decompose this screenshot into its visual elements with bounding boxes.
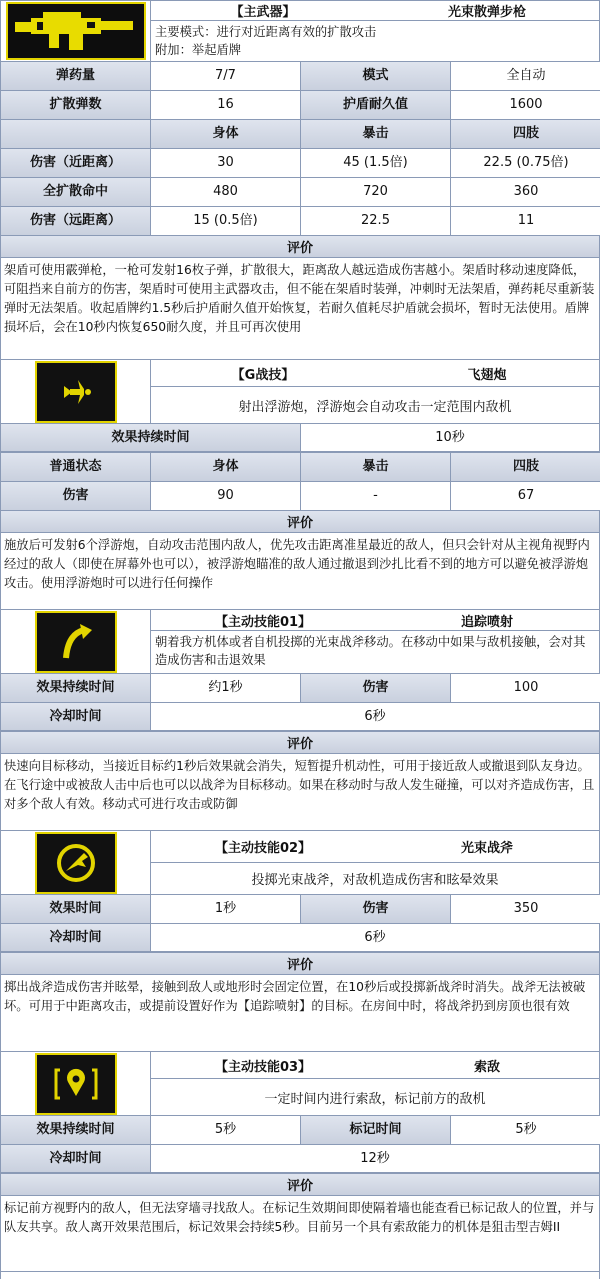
stat-value: 350 bbox=[451, 895, 600, 924]
g-skill-section bbox=[1, 360, 599, 610]
cooldown-label: 冷却时间 bbox=[1, 924, 151, 952]
stat-label: 伤害 bbox=[301, 895, 451, 924]
table-header-cell: 普通状态 bbox=[1, 453, 151, 482]
row-label: 伤害（近距离） bbox=[1, 149, 151, 178]
eval-text: 标记前方视野内的敌人，但无法穿墙寻找敌人。在标记生效期间即使隔着墙也能查看已标记敌人的位置，并与队友共享。敌人离开效果范围后，标记效果会持续5秒。目前另一个具有索敌能力的机体是狙击型吉姆II bbox=[1, 1196, 599, 1272]
stat-label: 伤害 bbox=[301, 674, 451, 703]
weapon-damage-table bbox=[1, 120, 599, 236]
stat-label: 模式 bbox=[301, 62, 451, 91]
table-cell: 67 bbox=[451, 482, 600, 511]
table-header-cell: 暴击 bbox=[301, 453, 451, 482]
table-cell: 15 (0.5倍) bbox=[151, 207, 301, 236]
skill-name: 飞翅炮 bbox=[467, 367, 507, 383]
cooldown-value: 6秒 bbox=[151, 924, 599, 952]
stat-value: 100 bbox=[451, 674, 600, 703]
eval-header: 评价 bbox=[1, 511, 599, 533]
eval-header: 评价 bbox=[1, 1174, 599, 1196]
duration-label: 效果持续时间 bbox=[1, 424, 301, 452]
eval-text: 施放后可发射6个浮游炮，自动攻击范围内敌人，优先攻击距离准星最近的敌人，但只会针对从主视角视野内经过的敌人（即使在屏幕外也可以），被浮游炮瞄准的敌人通过撤退到沙扎比看不到的地方可以避免被浮游炮攻击。使用浮游炮时可以进行任何操作 bbox=[1, 533, 599, 610]
table-cell: 22.5 (0.75倍) bbox=[451, 149, 600, 178]
table-cell: 30 bbox=[151, 149, 301, 178]
table-header-cell: 身体 bbox=[151, 120, 301, 149]
skill1-section bbox=[1, 610, 599, 831]
g-skill-damage-table bbox=[1, 453, 599, 511]
cooldown-label: 冷却时间 bbox=[1, 1145, 151, 1173]
table-header-cell bbox=[1, 120, 151, 149]
stat-value: 5秒 bbox=[451, 1116, 600, 1145]
skill-category: 【主动技能03】 bbox=[214, 1059, 312, 1075]
eval-text: 快速向目标移动，当接近目标约1秒后效果就会消失，短暂提升机动性，可用于接近敌人或撤退到队友身边。在飞行途中或被敌人击中后也可以以战斧为目标移动。如果在移动时与敌人发生碰撞，可以对齐造成伤害，且对多个敌人有效。移动式可进行攻击或防御 bbox=[1, 754, 599, 831]
stat-label: 护盾耐久值 bbox=[301, 91, 451, 120]
table-cell: 22.5 bbox=[301, 207, 451, 236]
table-header-cell: 四肢 bbox=[451, 120, 600, 149]
stat-label: 效果时间 bbox=[1, 895, 151, 924]
skill2-section bbox=[1, 831, 599, 1052]
row-label: 伤害（远距离） bbox=[1, 207, 151, 236]
table-header-cell: 身体 bbox=[151, 453, 301, 482]
stat-label: 标记时间 bbox=[301, 1116, 451, 1145]
skill-desc: 投掷光束战斧，对敌机造成伤害和眩晕效果 bbox=[251, 873, 499, 888]
row-label: 伤害 bbox=[1, 482, 151, 511]
weapon-main-mode: 主要模式：进行对近距离有效的扩散攻击 bbox=[155, 25, 377, 39]
skill-image bbox=[1, 831, 151, 894]
stat-value: 1600 bbox=[451, 91, 600, 120]
weapon-attach: 附加：举起盾牌 bbox=[155, 42, 242, 57]
eval-header: 评价 bbox=[1, 953, 599, 975]
table-cell: 45 (1.5倍) bbox=[301, 149, 451, 178]
row-label: 全扩散命中 bbox=[1, 178, 151, 207]
skill-image bbox=[1, 610, 151, 673]
skill3-section bbox=[1, 1052, 599, 1272]
skill-category: 【主动技能02】 bbox=[214, 841, 312, 856]
stat-value: 1秒 bbox=[151, 895, 301, 924]
weapon-name: 光束散弹步枪 bbox=[447, 5, 526, 20]
stat-label: 效果持续时间 bbox=[1, 1116, 151, 1145]
skill2-stats bbox=[1, 895, 599, 924]
stat-label: 效果持续时间 bbox=[1, 674, 151, 703]
table-cell: 360 bbox=[451, 178, 600, 207]
skill-name: 追踪喷射 bbox=[460, 614, 513, 630]
skill-name: 光束战斧 bbox=[460, 841, 513, 856]
cooldown-value: 6秒 bbox=[151, 703, 599, 731]
table-header-cell: 四肢 bbox=[451, 453, 600, 482]
skill-desc: 一定时间内进行索敌，标记前方的敌机 bbox=[264, 1091, 486, 1107]
skill-name: 索敌 bbox=[473, 1059, 500, 1075]
eval-header: 评价 bbox=[1, 732, 599, 754]
table-cell: - bbox=[301, 482, 451, 511]
table-cell: 90 bbox=[151, 482, 301, 511]
beam-axe-icon bbox=[35, 832, 117, 894]
duration-value: 10秒 bbox=[301, 424, 599, 452]
eval-header: 评价 bbox=[1, 236, 599, 258]
skill-image bbox=[1, 1052, 151, 1115]
stat-label: 弹药量 bbox=[1, 62, 151, 91]
skill3-stats bbox=[1, 1116, 599, 1145]
funnel-drone-icon bbox=[35, 361, 117, 423]
skill-category: 【G战技】 bbox=[231, 367, 295, 383]
table-header-cell: 暴击 bbox=[301, 120, 451, 149]
stat-value: 7/7 bbox=[151, 62, 301, 91]
skill1-stats bbox=[1, 674, 599, 703]
weapon-image bbox=[1, 1, 151, 61]
stat-value: 约1秒 bbox=[151, 674, 301, 703]
table-cell: 720 bbox=[301, 178, 451, 207]
weapon-stats-table bbox=[1, 62, 599, 120]
weapon-category: 【主武器】 bbox=[230, 5, 296, 20]
cooldown-label: 冷却时间 bbox=[1, 703, 151, 731]
skill-desc: 射出浮游炮，浮游炮会自动攻击一定范围内敌机 bbox=[238, 399, 512, 415]
location-pin-icon bbox=[35, 1053, 117, 1115]
weapon-section bbox=[1, 0, 599, 360]
eval-text: 架盾可使用霰弹枪，一枪可发射16枚子弹，扩散很大，距离敌人越远造成伤害越小。架盾时移动速度降低，可阻挡来自前方的伤害，架盾时可使用主武器攻击，但不能在架盾时装弹，冲刺时无法架盾，弹药耗尽重新装弹时无法架盾。收起盾牌约1.5秒后护盾耐久值开始恢复，若耐久值耗尽护盾就会损坏，暂时无法使用。盾牌损坏后，会在10秒内恢复650耐久度，并且可再次使用 bbox=[1, 258, 599, 360]
stat-label: 扩散弹数 bbox=[1, 91, 151, 120]
eval-text: 掷出战斧造成伤害并眩晕，接触到敌人或地形时会固定位置，在10秒后或投掷新战斧时消失。战斧无法被破坏。可用于中距离攻击，或提前设置好作为【追踪喷射】的目标。在房间中时，将战斧扔到房顶也很有效 bbox=[1, 975, 599, 1052]
skill-desc: 朝着我方机体或者自机投掷的光束战斧移动。在移动中如果与敌机接触，会对其造成伤害和击退效果 bbox=[155, 635, 586, 668]
table-cell: 11 bbox=[451, 207, 600, 236]
curved-arrow-icon bbox=[35, 611, 117, 673]
rifle-icon bbox=[6, 2, 146, 60]
cooldown-value: 12秒 bbox=[151, 1145, 599, 1173]
skill-category: 【主动技能01】 bbox=[214, 614, 312, 630]
table-cell: 480 bbox=[151, 178, 301, 207]
skill-image bbox=[1, 360, 151, 423]
stat-value: 全自动 bbox=[451, 62, 600, 91]
stat-value: 5秒 bbox=[151, 1116, 301, 1145]
stat-value: 16 bbox=[151, 91, 301, 120]
